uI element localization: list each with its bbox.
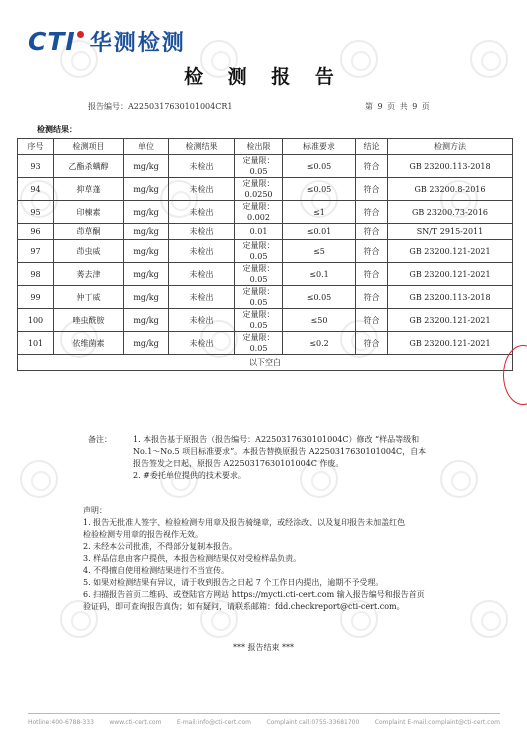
footer-website[interactable]: www.cti-cert.com	[109, 719, 162, 726]
report-number-label: 报告编号：	[88, 102, 128, 111]
section-label: 检测结果：	[37, 124, 77, 134]
row-conclusion	[356, 263, 388, 286]
row-no-text: 93	[30, 161, 41, 171]
row-unit-text: mg/kg	[133, 207, 159, 217]
row-unit	[124, 201, 169, 224]
row-result-text: 未检出	[189, 246, 214, 256]
remark-line: 1. 本报告基于原报告（报告编号：A2250317630101004C）修改 “样品等级和	[133, 435, 420, 444]
declaration	[83, 505, 501, 613]
row-item-text: 乙酯杀螨醇	[68, 161, 109, 171]
header-cell: 检测项目	[54, 139, 124, 155]
row-unit-text: mg/kg	[133, 161, 159, 171]
row-method	[388, 309, 513, 332]
row-result	[169, 263, 235, 286]
blank-note: 以下空白	[18, 355, 513, 371]
row-no-text: 100	[27, 315, 44, 325]
row-item-text: 莠去津	[76, 269, 101, 279]
row-limit	[235, 309, 283, 332]
row-result	[169, 224, 235, 240]
row-requirement-text: ≤0.05	[306, 292, 332, 302]
row-limit-text: 0.002	[247, 213, 270, 222]
row-result-text: 未检出	[189, 315, 214, 325]
row-item	[54, 178, 124, 201]
page-indicator: 第 9 页 共 9 页	[365, 102, 430, 111]
row-limit-text: 定量限：	[242, 333, 275, 342]
row-requirement	[283, 332, 356, 355]
row-result	[169, 309, 235, 332]
row-method	[388, 240, 513, 263]
table-row	[18, 263, 513, 286]
row-conclusion	[356, 332, 388, 355]
row-result	[169, 332, 235, 355]
row-limit	[235, 201, 283, 224]
header-cell: 检测方法	[388, 139, 513, 155]
row-unit	[124, 224, 169, 240]
row-unit	[124, 286, 169, 309]
row-unit	[124, 332, 169, 355]
row-item	[54, 155, 124, 178]
header-cell: 标准要求	[283, 139, 356, 155]
remarks	[88, 434, 518, 482]
row-unit-text: mg/kg	[133, 184, 159, 194]
row-no-text: 94	[30, 184, 41, 194]
row-no	[18, 263, 54, 286]
row-unit-text: mg/kg	[133, 246, 159, 256]
row-conclusion-text: 符合	[363, 292, 380, 302]
header-cell: 结论	[356, 139, 388, 155]
row-item-text: 茚虫威	[76, 246, 101, 256]
row-requirement-text: ≤0.05	[306, 184, 332, 194]
row-conclusion-text: 符合	[363, 315, 380, 325]
row-method-text: GB 23200.121-2021	[409, 246, 491, 256]
table-blank-row	[18, 355, 513, 371]
footer-complaint-email[interactable]: Complaint E-mail:complaint@cti-cert.com	[374, 719, 500, 726]
row-unit	[124, 155, 169, 178]
row-requirement	[283, 155, 356, 178]
row-requirement-text: ≤0.2	[309, 338, 329, 348]
row-method	[388, 155, 513, 178]
report-end: *** 报告结束 ***	[232, 643, 295, 652]
row-method	[388, 263, 513, 286]
row-conclusion	[356, 224, 388, 240]
logo-name: 华测检测	[89, 30, 186, 56]
row-limit	[235, 224, 283, 240]
row-method	[388, 224, 513, 240]
row-conclusion-text: 符合	[363, 207, 380, 217]
row-method	[388, 201, 513, 224]
row-requirement-text: ≤0.05	[306, 161, 332, 171]
row-unit-text: mg/kg	[133, 269, 159, 279]
header-cell: 单位	[124, 139, 169, 155]
row-method-text: GB 23200.113-2018	[409, 161, 491, 171]
row-limit-text: 定量限：	[242, 310, 275, 319]
row-item	[54, 240, 124, 263]
row-requirement-text: ≤0.01	[306, 227, 332, 236]
row-limit-text: 0.05	[249, 321, 268, 330]
row-requirement-text: ≤50	[310, 315, 328, 325]
row-requirement	[283, 224, 356, 240]
declaration-line: 检验检测专用章的报告视作无效。	[83, 530, 203, 539]
logo-dot-icon	[77, 31, 84, 38]
row-no	[18, 201, 54, 224]
row-limit-text: 0.01	[249, 227, 268, 236]
declaration-label: 声明：	[83, 506, 107, 515]
row-conclusion	[356, 201, 388, 224]
table-row	[18, 155, 513, 178]
row-unit	[124, 240, 169, 263]
declaration-line: 6. 扫描报告首页二维码、或登陆官方网站 https://mycti.cti-cert.com 输入报告编号和报告首页	[83, 590, 425, 599]
row-conclusion-text: 符合	[363, 161, 380, 171]
footer-complaint-call: Complaint call:0755-33681700	[266, 719, 360, 726]
footer-hotline: Hotline:400-6788-333	[28, 719, 94, 726]
row-unit	[124, 309, 169, 332]
declaration-line: 4. 不得擅自使用检测结果进行不当宣传。	[83, 566, 230, 575]
row-method	[388, 332, 513, 355]
row-conclusion-text: 符合	[363, 184, 380, 194]
row-requirement	[283, 286, 356, 309]
row-limit-text: 0.05	[249, 275, 268, 284]
header-cell: 检测结果	[169, 139, 235, 155]
row-method-text: GB 23200.113-2018	[409, 292, 491, 302]
row-no	[18, 178, 54, 201]
row-requirement-text: ≤0.1	[309, 269, 329, 279]
row-limit	[235, 155, 283, 178]
row-conclusion	[356, 286, 388, 309]
declaration-line: 验证码，即可查询报告真伪；如有疑问，请联系邮箱：fdd.checkreport@cti-cert.com。	[83, 602, 405, 611]
row-conclusion-text: 符合	[363, 246, 380, 256]
row-no-text: 101	[27, 338, 44, 348]
row-requirement	[283, 240, 356, 263]
row-result	[169, 155, 235, 178]
remark-line: 报告签发之日起，原报告 A2250317630101004C 作废。	[133, 459, 344, 468]
row-method-text: GB 23200.73-2016	[411, 207, 489, 217]
row-item-text: 抑草蓬	[76, 184, 101, 194]
footer-divider	[28, 713, 500, 714]
row-limit	[235, 240, 283, 263]
row-item-text: 依维菌素	[72, 338, 105, 348]
row-item-text: 印楝素	[76, 207, 101, 217]
row-no-text: 99	[30, 292, 41, 302]
row-requirement	[283, 201, 356, 224]
header-cell: 序号	[18, 139, 54, 155]
row-method-text: GB 23200.121-2021	[409, 315, 491, 325]
row-item	[54, 286, 124, 309]
row-limit	[235, 286, 283, 309]
row-item	[54, 309, 124, 332]
row-limit-text: 0.05	[249, 298, 268, 307]
row-result	[169, 240, 235, 263]
row-limit	[235, 263, 283, 286]
page-title: 检 测 报 告	[184, 66, 343, 88]
row-requirement	[283, 309, 356, 332]
declaration-line: 1. 报告无批准人签字、检验检测专用章及报告骑缝章，或经涂改、以及复印报告未加盖红色	[83, 518, 406, 527]
row-limit-text: 0.05	[249, 344, 268, 353]
table-row	[18, 178, 513, 201]
row-result-text: 未检出	[189, 292, 214, 302]
row-result-text: 未检出	[189, 227, 214, 236]
row-no-text: 96	[30, 227, 41, 236]
row-no	[18, 286, 54, 309]
row-item	[54, 332, 124, 355]
row-method	[388, 286, 513, 309]
row-limit-text: 定量限：	[242, 241, 275, 250]
row-no	[18, 224, 54, 240]
row-limit-text: 定量限：	[242, 156, 275, 165]
row-conclusion-text: 符合	[363, 269, 380, 279]
row-item-text: 唑虫酰胺	[72, 315, 105, 325]
row-requirement	[283, 178, 356, 201]
table-row	[18, 201, 513, 224]
table-row	[18, 286, 513, 309]
row-limit-text: 定量限：	[242, 202, 275, 211]
row-result	[169, 286, 235, 309]
declaration-line: 3. 样品信息由客户提供，本报告检测结果仅对受检样品负责。	[83, 554, 302, 563]
row-result-text: 未检出	[189, 161, 214, 171]
declaration-line: 5. 如果对检测结果有异议，请于收到报告之日起 7 个工作日内提出，逾期不予受理。	[83, 578, 384, 587]
table-header-row	[18, 139, 513, 155]
row-method-text: GB 23200.121-2021	[409, 338, 491, 348]
row-unit-text: mg/kg	[133, 338, 159, 348]
declaration-line: 2. 未经本公司批准，不得部分复制本报告。	[83, 542, 238, 551]
footer	[28, 719, 500, 726]
table-row	[18, 332, 513, 355]
logo-brand: CTI	[28, 26, 76, 56]
table-row	[18, 309, 513, 332]
row-conclusion	[356, 309, 388, 332]
row-method-text: SN/T 2915-2011	[416, 227, 484, 236]
table-row	[18, 224, 513, 240]
row-limit-text: 定量限：	[242, 287, 275, 296]
row-result-text: 未检出	[189, 207, 214, 217]
row-limit-text: 0.0250	[244, 190, 273, 199]
row-limit-text: 定量限：	[242, 264, 275, 273]
footer-email[interactable]: E-mail:info@cti-cert.com	[176, 719, 251, 726]
row-no	[18, 155, 54, 178]
row-limit-text: 定量限：	[242, 179, 275, 188]
row-result	[169, 178, 235, 201]
watermark-icon	[20, 460, 58, 498]
row-unit-text: mg/kg	[133, 227, 159, 236]
row-unit	[124, 263, 169, 286]
results-table	[17, 138, 513, 371]
row-unit-text: mg/kg	[133, 315, 159, 325]
row-no-text: 97	[30, 246, 41, 256]
row-result	[169, 201, 235, 224]
row-conclusion	[356, 240, 388, 263]
row-no-text: 95	[30, 207, 41, 217]
company-logo	[28, 28, 186, 54]
row-method-text: GB 23200.8-2016	[414, 184, 486, 194]
row-conclusion-text: 符合	[363, 227, 380, 236]
header-cell: 检出限	[235, 139, 283, 155]
row-unit-text: mg/kg	[133, 292, 159, 302]
row-limit-text: 0.05	[249, 252, 268, 261]
row-result-text: 未检出	[189, 184, 214, 194]
row-conclusion	[356, 178, 388, 201]
row-conclusion-text: 符合	[363, 338, 380, 348]
row-requirement-text: ≤1	[313, 207, 325, 217]
row-no	[18, 240, 54, 263]
row-item	[54, 263, 124, 286]
row-item	[54, 201, 124, 224]
row-item-text: 仲丁威	[76, 292, 101, 302]
row-no	[18, 309, 54, 332]
remark-line: No.1～No.5 项目标准要求”。本报告替换原报告 A2250317630101004C，自本	[133, 447, 427, 456]
row-method	[388, 178, 513, 201]
table-row	[18, 240, 513, 263]
row-item-text: 茚草酮	[76, 227, 101, 236]
row-requirement	[283, 263, 356, 286]
report-number	[88, 101, 232, 112]
row-method-text: GB 23200.121-2021	[409, 269, 491, 279]
row-item	[54, 224, 124, 240]
row-no	[18, 332, 54, 355]
row-result-text: 未检出	[189, 338, 214, 348]
row-no-text: 98	[30, 269, 41, 279]
remark-line: 2. #委托单位提供的技术要求。	[133, 471, 246, 480]
row-limit	[235, 178, 283, 201]
row-result-text: 未检出	[189, 269, 214, 279]
row-conclusion	[356, 155, 388, 178]
report-number-value: A2250317630101004CR1	[128, 102, 233, 111]
row-limit-text: 0.05	[249, 167, 268, 176]
row-unit	[124, 178, 169, 201]
remarks-label: 备注：	[88, 435, 112, 444]
row-limit	[235, 332, 283, 355]
row-requirement-text: ≤5	[313, 246, 325, 256]
